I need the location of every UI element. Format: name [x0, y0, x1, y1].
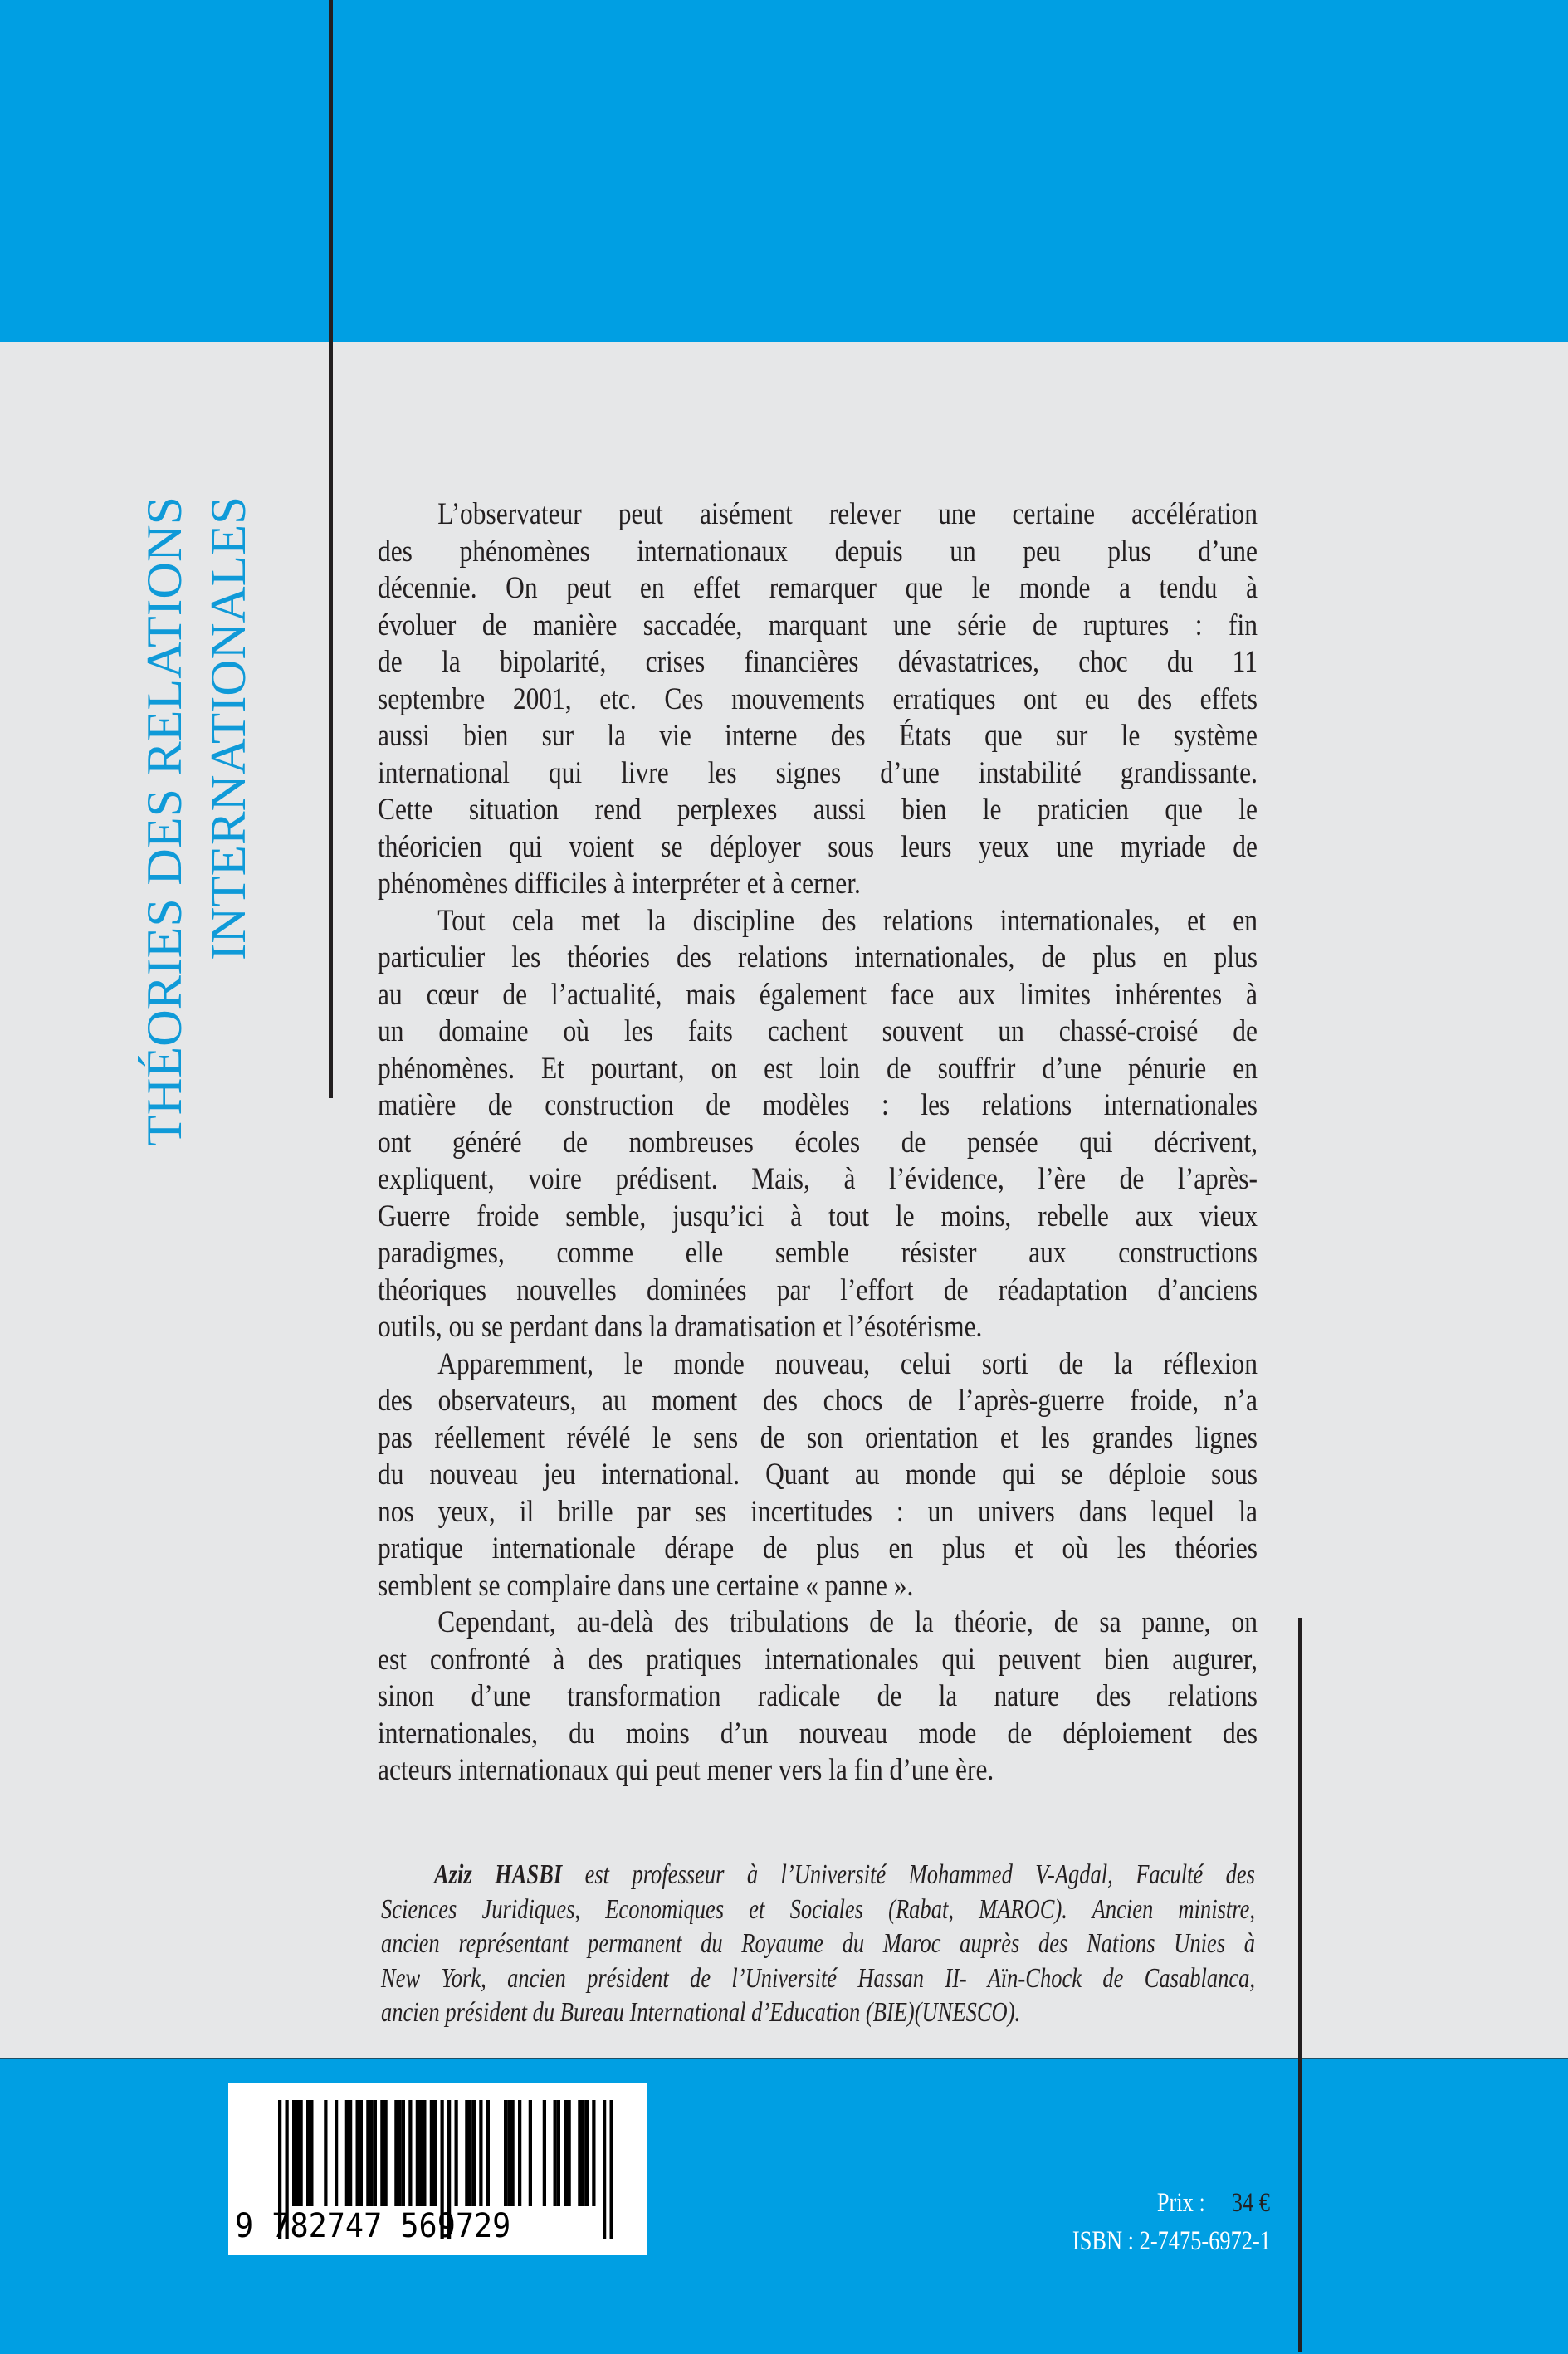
barcode-bar — [455, 2100, 458, 2206]
blurb-line: décennie. On peut en effet remarquer que le monde a tendu à — [378, 571, 1258, 605]
barcode-bar — [610, 2100, 613, 2239]
blurb-line: Cependant, au-delà des tribulations de la théorie, de sa panne, on — [437, 1605, 1258, 1639]
barcode-bar — [529, 2100, 532, 2206]
blurb-line: évoluer de manière saccadée, marquant une série de ruptures : fin — [378, 608, 1258, 642]
barcode-bar — [416, 2100, 419, 2206]
blurb-line: Tout cela met la discipline des relations internationales, et en — [437, 903, 1258, 938]
blurb-line: ont généré de nombreuses écoles de pensée qui décrivent, — [378, 1125, 1258, 1160]
blurb-line: théoriques nouvelles dominées par l’effort de réadaptation d’anciens — [378, 1272, 1258, 1307]
barcode-bar — [402, 2100, 405, 2206]
bio-line: ancien représentant permanent du Royaume du Maroc auprès des Nations Unies à — [381, 1928, 1255, 1960]
barcode-bar — [370, 2100, 374, 2206]
barcode — [228, 2083, 647, 2255]
title-line-1: THÉORIES DES RELATIONS — [137, 515, 192, 1146]
barcode-bar — [423, 2100, 426, 2206]
blurb-line: semblent se complaire dans une certaine « panne ». — [378, 1568, 914, 1603]
barcode-bar — [349, 2100, 352, 2206]
barcode-bar — [292, 2100, 296, 2206]
blurb-line: est confronté à des pratiques internationales qui peuvent bien augurer, — [378, 1642, 1258, 1677]
barcode-bar — [433, 2100, 437, 2206]
blurb-line: Guerre froide semble, jusqu’ici à tout le moins, rebelle aux vieux — [378, 1199, 1258, 1233]
barcode-bar — [419, 2100, 423, 2206]
barcode-bar — [504, 2100, 507, 2206]
barcode-bar — [554, 2100, 557, 2206]
blurb-line: un domaine où les faits cachent souvent un chassé-croisé de — [378, 1014, 1258, 1048]
barcode-bar — [374, 2100, 377, 2206]
barcode-bar — [578, 2100, 581, 2206]
barcode-bar — [469, 2100, 472, 2206]
blurb-line: Apparemment, le monde nouveau, celui sorti de la réflexion — [437, 1346, 1258, 1381]
author-name: Aziz HASBI — [433, 1859, 563, 1890]
barcode-bar — [582, 2100, 585, 2206]
blurb-line: au cœur de l’actualité, mais également face aux limites inhérentes à — [378, 977, 1258, 1012]
price-value: 34 € — [1231, 2188, 1270, 2218]
barcode-bar — [479, 2100, 482, 2206]
bio-line — [381, 1858, 1255, 1892]
bio-line: New York, ancien président de l’Université Hassan II- Aïn-Chock de Casablanca, — [381, 1962, 1255, 1994]
bio-line: Sciences Juridiques, Economiques et Sociales (Rabat, MAROC). Ancien ministre, — [381, 1893, 1255, 1925]
barcode-bar — [398, 2100, 402, 2206]
bio-text: est professeur à l’Université Mohammed V-Agdal, Faculté des — [562, 1859, 1255, 1890]
barcode-bar — [359, 2100, 363, 2206]
barcode-bar — [603, 2100, 606, 2239]
barcode-bar — [310, 2100, 313, 2206]
blurb-line: pratique internationale dérape de plus en plus et où les théories — [378, 1531, 1258, 1565]
barcode-bar — [408, 2100, 412, 2206]
bio-line: ancien président du Bureau International d’Education (BIE)(UNESCO). — [381, 1997, 1021, 2029]
barcode-bar — [543, 2100, 546, 2206]
blurb-line: de la bipolarité, crises financières dévastatrices, choc du 11 — [378, 645, 1258, 679]
blurb-line: du nouveau jeu international. Quant au monde qui se déploie sous — [378, 1458, 1258, 1492]
blurb-line: des phénomènes internationaux depuis un peu plus d’une — [378, 534, 1258, 569]
barcode-bar — [394, 2100, 398, 2206]
barcode-bar — [564, 2100, 567, 2206]
barcode-bar — [296, 2100, 299, 2206]
blurb-line: nos yeux, il brille par ses incertitudes : un univers dans lequel la — [378, 1494, 1258, 1529]
barcode-bar — [300, 2100, 303, 2206]
blurb-line: phénomènes difficiles à interpréter et à cerner. — [378, 867, 861, 901]
barcode-digits: 9 782747 569729 — [235, 2207, 511, 2245]
blurb-line: des observateurs, au moment des chocs de l’après-guerre froide, n’a — [378, 1384, 1258, 1418]
title-line-2: INTERNATIONALES — [201, 504, 256, 960]
blurb-line: expliquent, voire prédisent. Mais, à l’évidence, l’ère de l’après- — [378, 1162, 1258, 1196]
barcode-bar — [592, 2100, 595, 2206]
author-bio — [381, 1858, 1255, 2030]
barcode-bar — [366, 2100, 369, 2206]
barcode-bar — [345, 2100, 349, 2206]
barcode-bar — [465, 2100, 468, 2206]
isbn: ISBN : 2-7475-6972-1 — [1072, 2226, 1271, 2256]
blurb-line: particulier les théories des relations internationales, de plus en plus — [378, 940, 1258, 974]
price — [1137, 2188, 1270, 2219]
barcode-bar — [568, 2100, 571, 2206]
barcode-bar — [430, 2100, 433, 2206]
blurb-line: théoricien qui voient se déployer sous leurs yeux une myriade de — [378, 829, 1258, 864]
barcode-bar — [518, 2100, 521, 2206]
blurb-line: outils, ou se perdant dans la dramatisation et l’ésotérisme. — [378, 1310, 983, 1344]
blurb-line: L’observateur peut aisément relever une certaine accélération — [437, 497, 1258, 531]
blurb-line: septembre 2001, etc. Ces mouvements erratiques ont eu des effets — [378, 681, 1258, 716]
barcode-bar — [380, 2100, 383, 2206]
blurb-line: sinon d’une transformation radicale de la nature des relations — [378, 1679, 1258, 1713]
barcode-bar — [507, 2100, 510, 2206]
barcode-bar — [511, 2100, 515, 2206]
vertical-rule-bottom-right — [1298, 1618, 1302, 2352]
barcode-bar — [306, 2100, 310, 2206]
blurb-line: Cette situation rend perplexes aussi bien le praticien que le — [378, 793, 1258, 827]
blurb-line: aussi bien sur la vie interne des États que sur le système — [378, 719, 1258, 753]
blurb-line: paradigmes, comme elle semble résister aux constructions — [378, 1236, 1258, 1270]
blurb-line: phénomènes. Et pourtant, on est loin de souffrir d’une pénurie en — [378, 1051, 1258, 1086]
barcode-bar — [486, 2100, 490, 2206]
barcode-bar — [335, 2100, 338, 2206]
blurb-text — [378, 496, 1258, 1790]
blurb-line: international qui livre les signes d’une instabilité grandissante. — [378, 755, 1258, 790]
blurb-line: matière de construction de modèles : les relations internationales — [378, 1088, 1258, 1122]
blurb-line: acteurs internationaux qui peut mener vers la fin d’une ère. — [378, 1753, 994, 1787]
spine-title — [0, 0, 332, 1162]
barcode-bar — [585, 2100, 589, 2206]
barcode-bar — [472, 2100, 476, 2206]
price-label: Prix : — [1156, 2188, 1205, 2218]
barcode-bar — [356, 2100, 359, 2206]
barcode-bar — [324, 2100, 327, 2206]
barcode-bar — [557, 2100, 560, 2206]
blurb-line: pas réellement révélé le sens de son orientation et les grandes lignes — [378, 1420, 1258, 1455]
blurb-line: internationales, du moins d’un nouveau mode de déploiement des — [378, 1716, 1258, 1751]
barcode-bar — [384, 2100, 388, 2206]
